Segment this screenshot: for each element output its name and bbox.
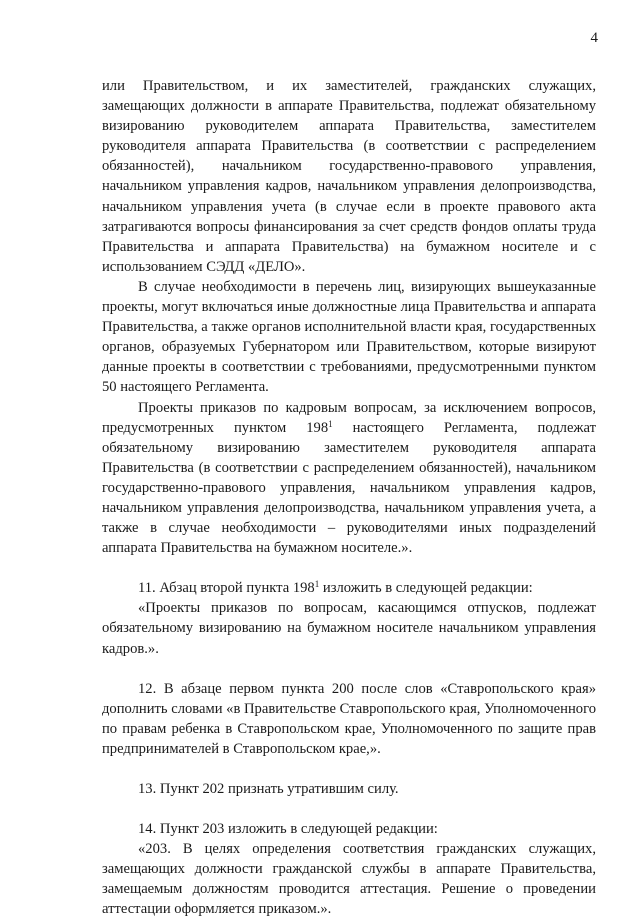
- item-14: 14. Пункт 203 изложить в следующей редакции:: [138, 821, 438, 838]
- paragraph-1: или Правительством, и их заместителей, гражданских служащих, замещающих должности в аппарате Правительства, подлежат обязательному визированию руководителем аппарата Правительства, заместителем руководителя аппарата Правительства (в соответствии с распределением обязанностей), начальником государственно-правового управления, начальником управления кадров, начальником управления делопроизводства, начальником управления учета (в случае если в проекте правового акта затрагиваются вопросы финансирования за счет средств фондов оплаты труда Правительства и аппарата Правительства) на бумажном носителе и с использованием СЭДД «ДЕЛО».: [102, 78, 596, 275]
- paragraph-3-superscript: 1: [328, 418, 333, 429]
- item-13: 13. Пункт 202 признать утратившим силу.: [138, 781, 399, 797]
- item-11-superscript: 1: [314, 579, 320, 590]
- item-12: 12. В абзаце первом пункта 200 после слов «Ставропольского края» дополнить словами «в Правительстве Ставропольского края, Уполномоченного по правам ребенка в Ставропольском крае, Уполномоченного по защите прав предпринимателей в Ставропольском крае,».: [102, 680, 596, 757]
- item-11: [102, 578, 596, 598]
- item-14-quote: «203. В целях определения соответствия гражданских служащих, замещающих должности гражданской службы в аппарате Правительства, замещаемым должностям проводится аттестация. Решение о проведении аттестации оформляется приказом.».: [102, 841, 596, 918]
- document-body: [102, 76, 596, 920]
- page-number: 4: [590, 30, 598, 46]
- paragraph-3-text-a: Проекты приказов по кадровым вопросам, за исключением вопросов, предусмотренных пунктом 198: [102, 399, 596, 436]
- paragraph-3-text-b: настоящего Регламента, подлежат обязательному визированию заместителем руководителя аппарата Правительства (в соответствии с распределением обязанностей), начальником государственно-правового управления, начальником управления кадров, начальником управления делопроизводства, начальником управления учета, а также в случае необходимости – руководителями иных подразделений аппарата Правительства на бумажном носителе.».: [102, 419, 596, 557]
- item-11-text-b: изложить в следующей редакции:: [319, 580, 533, 597]
- paragraph-2: В случае необходимости в перечень лиц, визирующих вышеуказанные проекты, могут включаться иные должностные лица Правительства и аппарата Правительства, а также органов исполнительной власти края, государственных органов, образуемых Губернатором или Правительством, которые визируют данные проекты в соответствии с требованиями, предусмотренными пунктом 50 настоящего Регламента.: [102, 278, 596, 396]
- item-11-quote: «Проекты приказов по вопросам, касающимся отпусков, подлежат обязательному визированию на бумажном носителе начальником управления кадров.».: [102, 600, 596, 657]
- item-11-text-a: 11. Абзац второй пункта 198: [138, 580, 315, 597]
- paragraph-3: [102, 398, 596, 559]
